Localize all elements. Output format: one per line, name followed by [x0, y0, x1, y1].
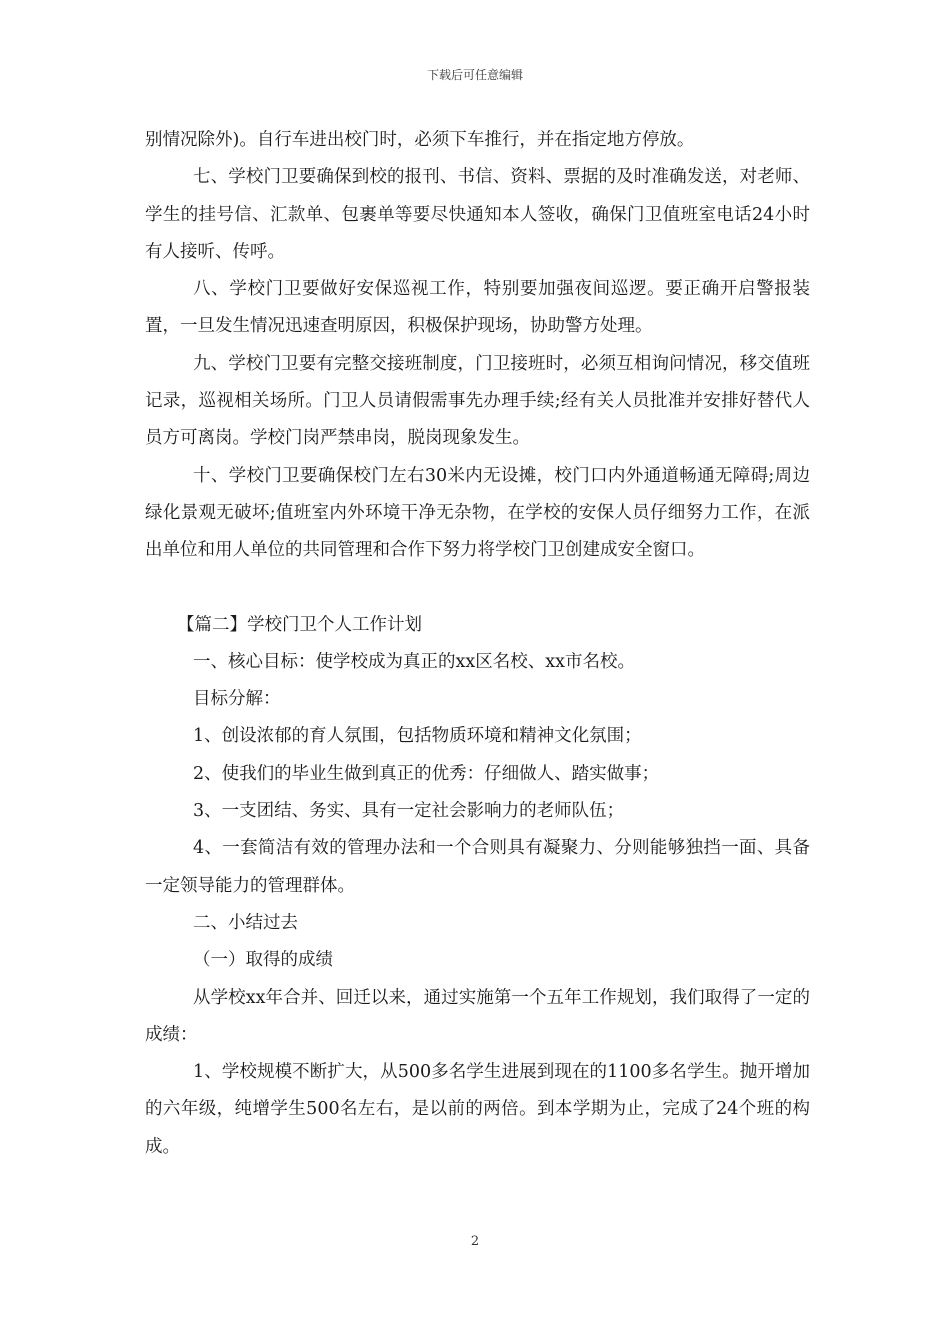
paragraph-item-7: 七、学校门卫要确保到校的报刊、书信、资料、票据的及时准确发送，对老师、学生的挂号信、汇款单、包裹单等要尽快通知本人签收，确保门卫值班室电话24小时有人接听、传呼。 [145, 167, 810, 262]
achievements-heading: （一）取得的成绩 [193, 950, 333, 971]
page-number: 2 [470, 1234, 480, 1249]
paragraph-item-8: 八、学校门卫要做好安保巡视工作，特别要加强夜间巡逻。要正确开启警报装置，一旦发生情况迅速查明原因，积极保护现场，协助警方处理。 [145, 279, 810, 337]
paragraph-item-10: 十、学校门卫要确保校门左右30米内无设摊，校门口内外通道畅通无障碍;周边绿化景观无破坏;值班室内外环境干净无杂物，在学校的安保人员仔细努力工作，在派出单位和用人单位的共同管理和合作下努力将学校门卫创建成安全窗口。 [145, 465, 810, 561]
paragraph-item-9: 九、学校门卫要有完整交接班制度，门卫接班时，必须互相询问情况，移交值班记录，巡视相关场所。门卫人员请假需事先办理手续;经有关人员批准并安排好替代人员方可离岗。学校门岗严禁串岗，脱岗现象发生。 [145, 353, 810, 449]
paragraph-continuation: 别情况除外)。自行车进出校门时，必须下车推行，并在指定地方停放。 [145, 130, 695, 150]
section-title: 【篇二】学校门卫个人工作计划 [177, 614, 422, 635]
achievements-intro: 从学校xx年合并、回迁以来，通过实施第一个五年工作规划，我们取得了一定的成绩： [145, 987, 810, 1045]
section-gap [145, 570, 810, 607]
achievement-item-1: 1、学校规模不断扩大，从500多名学生进展到现在的1100多名学生。抛开增加的六年级，纯增学生500名左右，是以前的两倍。到本学期为止，完成了24个班的构成。 [145, 1062, 810, 1157]
goal-item-4: 4、一套简洁有效的管理办法和一个合则具有凝聚力、分则能够独挡一面、具备一定领导能力的管理群体。 [145, 838, 810, 896]
goal-item-2: 2、使我们的毕业生做到真正的优秀：仔细做人、踏实做事； [193, 763, 660, 784]
document-body [145, 122, 810, 1166]
goal-item-3: 3、一支团结、务实、具有一定社会影响力的老师队伍； [193, 801, 625, 822]
page-header: 下载后可任意编辑 [426, 68, 523, 82]
core-goal: 一、核心目标：使学校成为真正的xx区名校、xx市名校。 [193, 651, 635, 672]
summary-heading: 二、小结过去 [193, 912, 298, 933]
goal-breakdown-heading: 目标分解： [193, 689, 281, 710]
goal-item-1: 1、创设浓郁的育人氛围，包括物质环境和精神文化氛围； [193, 726, 642, 747]
